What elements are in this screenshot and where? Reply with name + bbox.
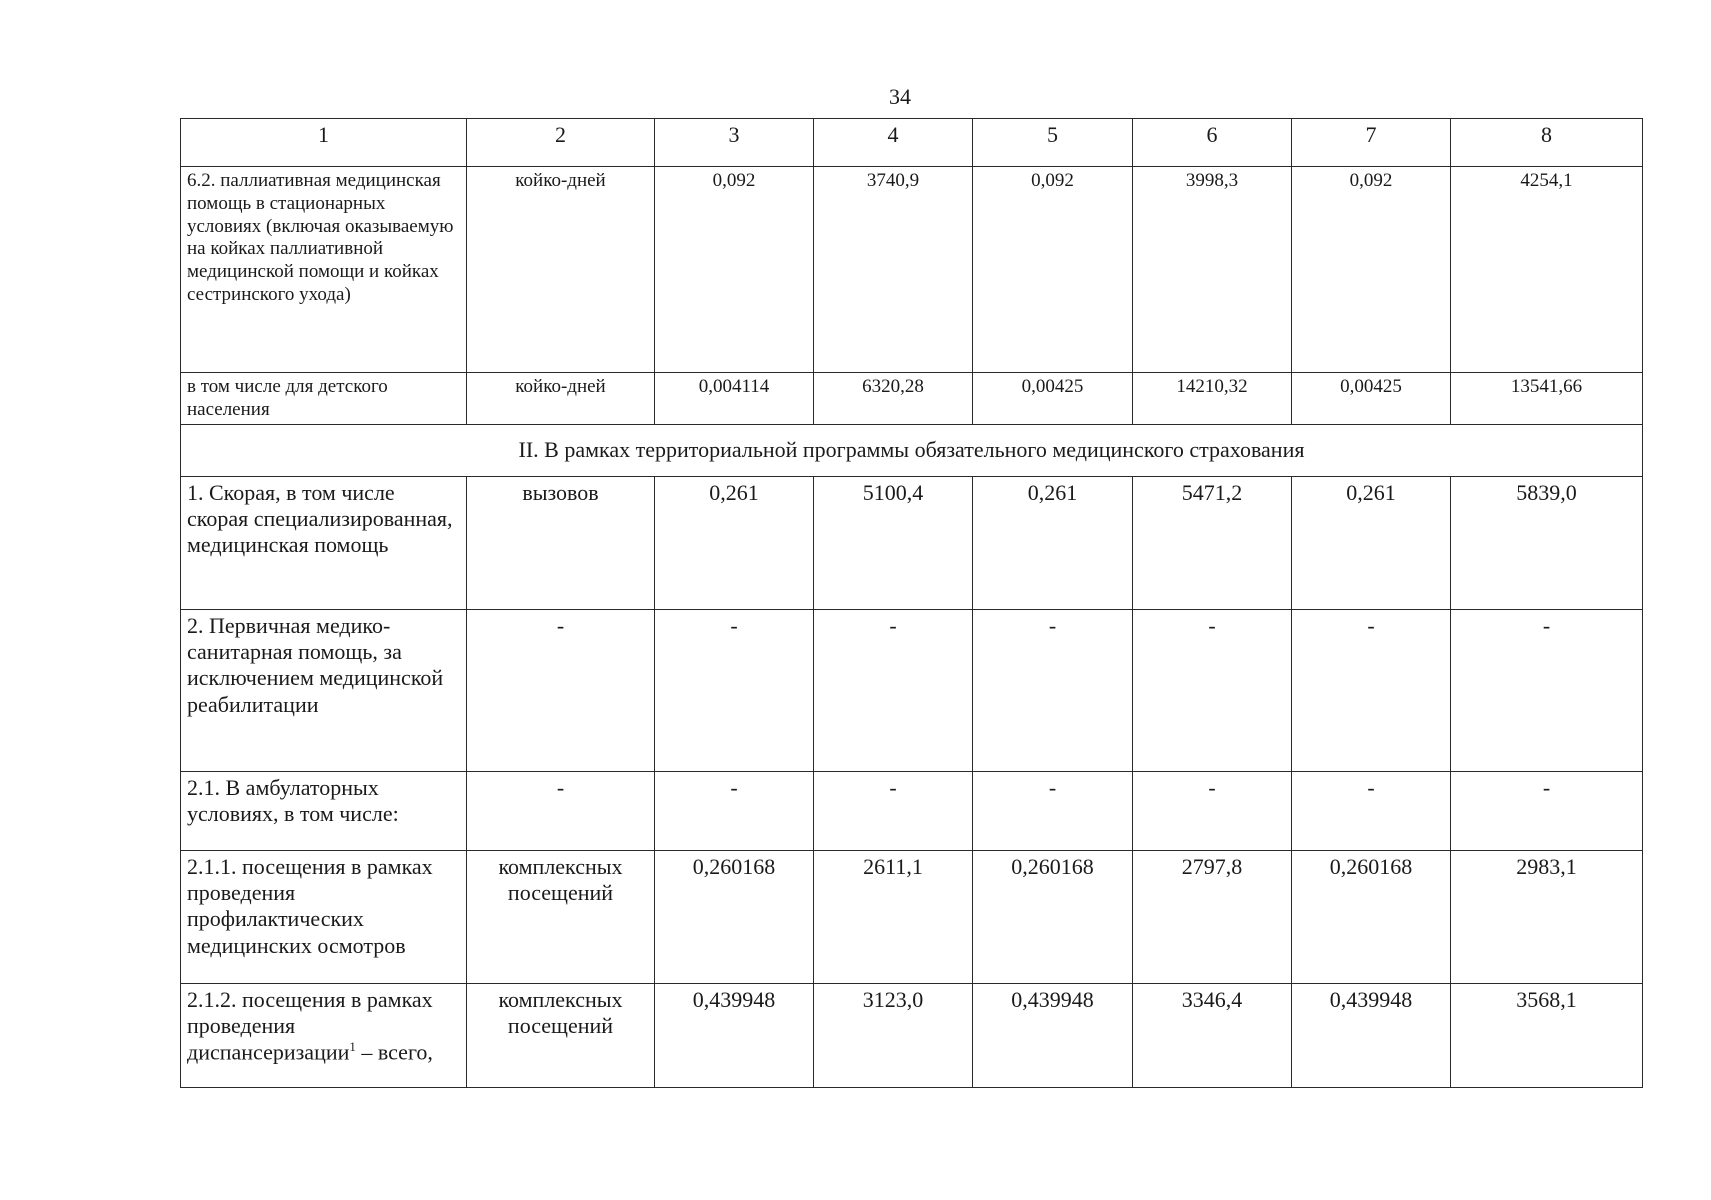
value-cell: 0,260168: [655, 850, 814, 983]
header-cell: 7: [1292, 119, 1451, 167]
value-cell: 0,439948: [1292, 983, 1451, 1087]
table-row: [181, 373, 1643, 425]
value-cell: 2611,1: [814, 850, 973, 983]
value-cell: 3998,3: [1133, 167, 1292, 373]
header-cell: 3: [655, 119, 814, 167]
value-cell: 0,260168: [973, 850, 1133, 983]
value-cell: 14210,32: [1133, 373, 1292, 425]
row-label: [181, 983, 467, 1087]
value-cell: -: [814, 771, 973, 850]
value-cell: 0,092: [655, 167, 814, 373]
value-cell: 0,00425: [1292, 373, 1451, 425]
section-title: II. В рамках территориальной программы обязательного медицинского страхования: [181, 424, 1643, 476]
table-row: [181, 983, 1643, 1087]
value-cell: 3123,0: [814, 983, 973, 1087]
value-cell: 2797,8: [1133, 850, 1292, 983]
table-row: [181, 476, 1643, 609]
value-cell: 0,439948: [973, 983, 1133, 1087]
value-cell: -: [1451, 609, 1643, 771]
table-row: [181, 771, 1643, 850]
unit-cell: комплексных посещений: [467, 983, 655, 1087]
value-cell: 4254,1: [1451, 167, 1643, 373]
unit-cell: комплексных посещений: [467, 850, 655, 983]
footnote-marker: 1: [349, 1039, 356, 1055]
value-cell: 0,261: [1292, 476, 1451, 609]
page-number: 34: [889, 84, 911, 109]
value-cell: 5839,0: [1451, 476, 1643, 609]
row-label-tail: – всего,: [355, 1039, 433, 1065]
value-cell: -: [1292, 771, 1451, 850]
unit-cell: -: [467, 609, 655, 771]
row-label: в том числе для детского населения: [181, 373, 467, 425]
value-cell: 3568,1: [1451, 983, 1643, 1087]
row-label: 2.1. В амбулаторных условиях, в том числе:: [181, 771, 467, 850]
value-cell: -: [655, 771, 814, 850]
value-cell: 0,004114: [655, 373, 814, 425]
row-label: 1. Скорая, в том числе скорая специализированная, медицинская помощь: [181, 476, 467, 609]
value-cell: 0,261: [655, 476, 814, 609]
value-cell: 0,261: [973, 476, 1133, 609]
row-label-main: 2.1.2. посещения в рамках проведения диспансеризации: [187, 986, 433, 1065]
row-label: 6.2. паллиативная медицинская помощь в стационарных условиях (включая оказываемую на койках паллиативной медицинской помощи и койках сестринского ухода): [181, 167, 467, 373]
value-cell: -: [1451, 771, 1643, 850]
value-cell: 0,00425: [973, 373, 1133, 425]
header-row: [181, 119, 1643, 167]
unit-cell: койко-дней: [467, 167, 655, 373]
unit-cell: -: [467, 771, 655, 850]
table-row: [181, 609, 1643, 771]
value-cell: -: [973, 771, 1133, 850]
value-cell: 2983,1: [1451, 850, 1643, 983]
table-row: [181, 167, 1643, 373]
row-label: 2.1.1. посещения в рамках проведения профилактических медицинских осмотров: [181, 850, 467, 983]
value-cell: -: [973, 609, 1133, 771]
unit-cell: койко-дней: [467, 373, 655, 425]
header-cell: 1: [181, 119, 467, 167]
value-cell: 3346,4: [1133, 983, 1292, 1087]
value-cell: 3740,9: [814, 167, 973, 373]
value-cell: -: [1133, 771, 1292, 850]
header-cell: 2: [467, 119, 655, 167]
value-cell: 5471,2: [1133, 476, 1292, 609]
value-cell: 0,092: [1292, 167, 1451, 373]
value-cell: 13541,66: [1451, 373, 1643, 425]
value-cell: 0,092: [973, 167, 1133, 373]
value-cell: -: [1292, 609, 1451, 771]
value-cell: 6320,28: [814, 373, 973, 425]
section-row: [181, 424, 1643, 476]
value-cell: -: [1133, 609, 1292, 771]
table-row: [181, 850, 1643, 983]
data-table: [180, 118, 1643, 1088]
header-cell: 6: [1133, 119, 1292, 167]
value-cell: 5100,4: [814, 476, 973, 609]
value-cell: 0,260168: [1292, 850, 1451, 983]
unit-cell: вызовов: [467, 476, 655, 609]
value-cell: -: [655, 609, 814, 771]
value-cell: 0,439948: [655, 983, 814, 1087]
value-cell: -: [814, 609, 973, 771]
header-cell: 5: [973, 119, 1133, 167]
header-cell: 4: [814, 119, 973, 167]
header-cell: 8: [1451, 119, 1643, 167]
row-label: 2. Первичная медико-санитарная помощь, за исключением медицинской реабилитации: [181, 609, 467, 771]
